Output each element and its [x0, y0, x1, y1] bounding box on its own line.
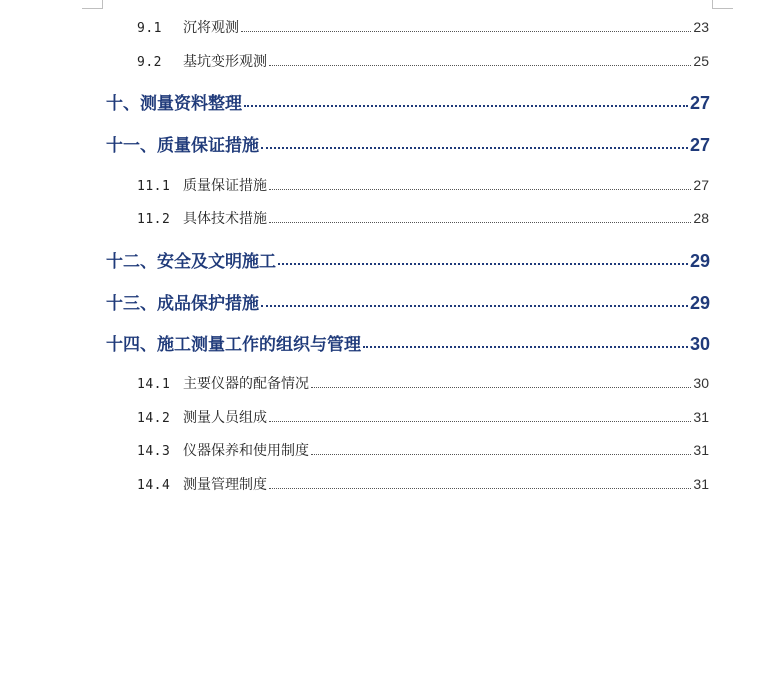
- toc-entry-page: 31: [693, 442, 709, 458]
- toc-entry-title: 主要仪器的配备情况: [183, 376, 309, 392]
- toc-entry-page: 27: [689, 135, 710, 155]
- toc-entry-title: 沉将观测: [183, 20, 239, 36]
- toc-entry-page: 25: [693, 53, 709, 69]
- toc-entry-title: 测量人员组成: [183, 410, 267, 426]
- toc-entry-number: 14.3: [137, 444, 171, 459]
- toc-entry-page: 23: [693, 19, 709, 35]
- toc-entry-9-1[interactable]: [137, 17, 709, 37]
- toc-chapter-title: 十一、质量保证措施: [106, 136, 259, 155]
- toc-chapter-title: 十二、安全及文明施工: [106, 252, 276, 271]
- toc-entry-number: 14.4: [137, 478, 171, 493]
- toc-entry-chapter-10[interactable]: [106, 89, 710, 113]
- dot-leader: [261, 146, 688, 149]
- toc-entry-page: 28: [693, 210, 709, 226]
- toc-chapter-title: 十四、施工测量工作的组织与管理: [106, 335, 361, 354]
- toc-entry-number: 14.2: [137, 411, 171, 426]
- toc-entry-number: 9.2: [137, 55, 162, 70]
- toc-entry-number: 14.1: [137, 377, 171, 392]
- toc-entry-page: 31: [693, 476, 709, 492]
- toc-entry-14-2[interactable]: [137, 407, 709, 427]
- toc-entry-chapter-14[interactable]: [106, 330, 710, 354]
- toc-entry-chapter-12[interactable]: [106, 247, 710, 271]
- toc-entry-title: 测量管理制度: [183, 477, 267, 493]
- toc-entry-page: 29: [689, 251, 710, 271]
- toc-entry-chapter-13[interactable]: [106, 289, 710, 313]
- dot-leader: [363, 345, 688, 348]
- toc-entry-number: 11.2: [137, 212, 171, 227]
- dot-leader: [269, 420, 691, 422]
- dot-leader: [311, 453, 691, 455]
- toc-entry-title: 具体技术措施: [183, 211, 267, 227]
- toc-entry-9-2[interactable]: [137, 51, 709, 71]
- toc-entry-page: 31: [693, 409, 709, 425]
- toc-entry-page: 27: [689, 93, 710, 113]
- toc-entry-title: 仪器保养和使用制度: [183, 443, 309, 459]
- toc-entry-chapter-11[interactable]: [106, 131, 710, 155]
- toc-entry-14-3[interactable]: [137, 440, 709, 460]
- page-corner-mark-right: [712, 0, 733, 9]
- toc-entry-title: 基坑变形观测: [183, 54, 267, 70]
- dot-leader: [241, 30, 691, 32]
- dot-leader: [269, 487, 691, 489]
- dot-leader: [269, 188, 691, 190]
- toc-entry-11-2[interactable]: [137, 208, 709, 228]
- toc-entry-14-1[interactable]: [137, 373, 709, 393]
- dot-leader: [244, 104, 688, 107]
- toc-entry-11-1[interactable]: [137, 175, 709, 195]
- toc-entry-14-4[interactable]: [137, 474, 709, 494]
- dot-leader: [278, 262, 688, 265]
- dot-leader: [261, 304, 688, 307]
- dot-leader: [269, 221, 691, 223]
- toc-entry-number: 11.1: [137, 179, 171, 194]
- toc-entry-page: 30: [693, 375, 709, 391]
- toc-entry-page: 27: [693, 177, 709, 193]
- toc-entry-title: 质量保证措施: [183, 178, 267, 194]
- toc-entry-number: 9.1: [137, 21, 162, 36]
- dot-leader: [269, 64, 691, 66]
- page-corner-mark-left: [82, 0, 103, 9]
- toc-entry-page: 30: [689, 334, 710, 354]
- toc-chapter-title: 十三、成品保护措施: [106, 294, 259, 313]
- dot-leader: [311, 386, 691, 388]
- toc-chapter-title: 十、测量资料整理: [106, 94, 242, 113]
- toc-entry-page: 29: [689, 293, 710, 313]
